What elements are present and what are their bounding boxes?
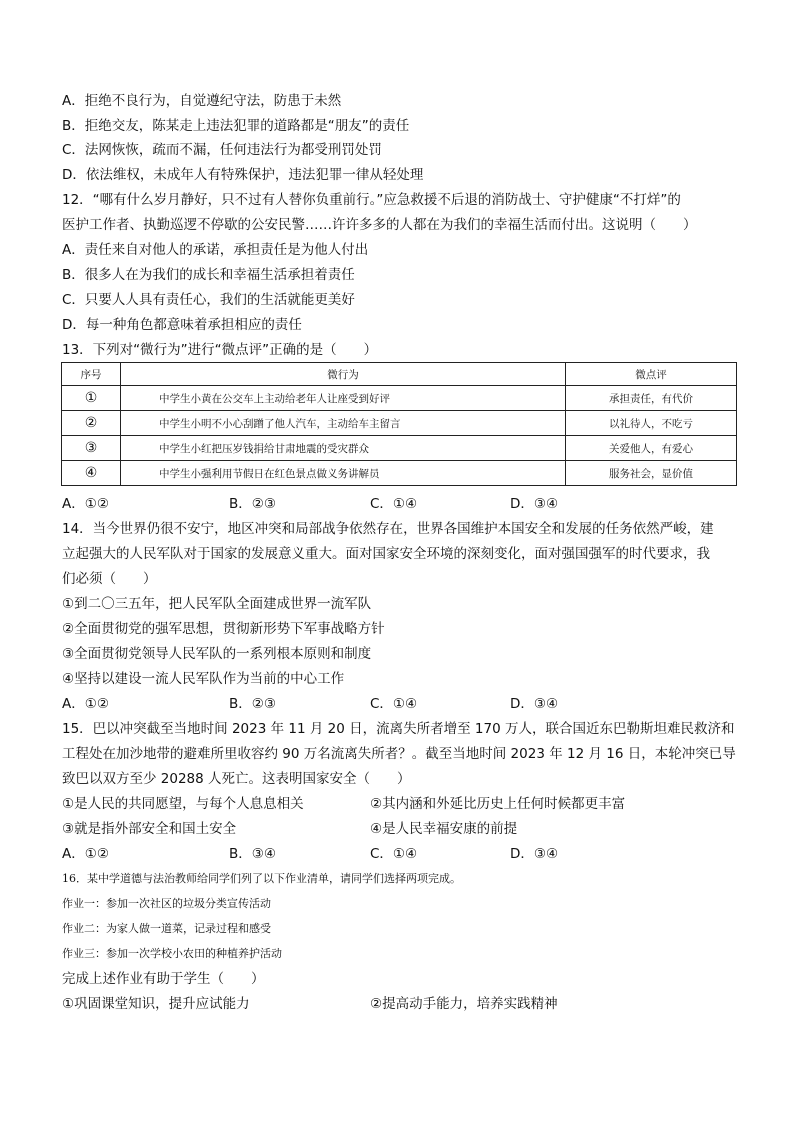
q11-option-a: A．拒绝不良行为，自觉遵纪守法，防患于未然 bbox=[62, 93, 342, 109]
q14-option-c: C．①④ bbox=[370, 696, 418, 712]
q11-option-c: C．法网恢恢，疏而不漏，任何违法行为都受刑罚处罚 bbox=[62, 142, 382, 158]
table-row bbox=[62, 461, 737, 486]
q16-task-1: 作业一：参加一次社区的垃圾分类宣传活动 bbox=[62, 897, 271, 910]
q15-option-b: B．③④ bbox=[229, 846, 276, 862]
q15-option-c: C．①④ bbox=[370, 846, 418, 862]
row-behavior: 中学生小红把压岁钱捐给甘肃地震的受灾群众 bbox=[121, 436, 566, 461]
q14-stem-line3: 们必须（ ） bbox=[62, 571, 157, 587]
q15-item-2: ②其内涵和外延比历史上任何时候都更丰富 bbox=[370, 796, 626, 812]
q13-option-b: B．②③ bbox=[229, 496, 276, 512]
row-comment: 以礼待人，不吃亏 bbox=[566, 411, 737, 436]
q15-stem-line2: 工程处在加沙地带的避难所里收容约 90 万名流离失所者？。截至当地时间 2023 年 12 月 16 日，本轮冲突已导 bbox=[62, 746, 736, 762]
table-header-index: 序号 bbox=[62, 363, 121, 386]
table-row bbox=[62, 411, 737, 436]
q13-stem: 13．下列对“微行为”进行“微点评”正确的是（ ） bbox=[62, 342, 378, 358]
q16-item-1: ①巩固课堂知识，提升应试能力 bbox=[62, 996, 250, 1012]
row-index: ② bbox=[62, 411, 121, 436]
row-behavior: 中学生小明不小心刮蹭了他人汽车，主动给车主留言 bbox=[121, 411, 566, 436]
q12-option-a: A．责任来自对他人的承诺，承担责任是为他人付出 bbox=[62, 242, 369, 258]
row-behavior: 中学生小黄在公交车上主动给老年人让座受到好评 bbox=[121, 386, 566, 411]
row-index: ③ bbox=[62, 436, 121, 461]
q12-option-b: B．很多人在为我们的成长和幸福生活承担着责任 bbox=[62, 267, 355, 283]
q15-stem-line3: 致巴以双方至少 20288 人死亡。这表明国家安全（ ） bbox=[62, 771, 411, 787]
table-header-comment: 微点评 bbox=[566, 363, 737, 386]
q16-task-2: 作业二：为家人做一道菜，记录过程和感受 bbox=[62, 922, 271, 935]
q14-item-2: ②全面贯彻党的强军思想，贯彻新形势下军事战略方针 bbox=[62, 621, 385, 637]
q14-option-b: B．②③ bbox=[229, 696, 276, 712]
q15-item-3: ③就是指外部安全和国土安全 bbox=[62, 821, 237, 837]
row-comment: 服务社会，显价值 bbox=[566, 461, 737, 486]
q14-option-d: D．③④ bbox=[510, 696, 559, 712]
q12-stem-line2: 医护工作者、执勤巡逻不停歇的公安民警……许许多多的人都在为我们的幸福生活而付出。这说明（ ） bbox=[62, 217, 697, 233]
row-index: ④ bbox=[62, 461, 121, 486]
q13-option-a: A．①② bbox=[62, 496, 109, 512]
q13-option-c: C．①④ bbox=[370, 496, 418, 512]
q16-ask: 完成上述作业有助于学生（ ） bbox=[62, 971, 265, 987]
q13-table bbox=[61, 362, 737, 486]
q12-option-c: C．只要人人具有责任心，我们的生活就能更美好 bbox=[62, 292, 355, 308]
q15-item-1: ①是人民的共同愿望，与每个人息息相关 bbox=[62, 796, 304, 812]
q16-stem: 16．某中学道德与法治教师给同学们列了以下作业清单，请同学们选择两项完成。 bbox=[62, 872, 461, 885]
q15-item-4: ④是人民幸福安康的前提 bbox=[370, 821, 518, 837]
q14-option-a: A．①② bbox=[62, 696, 109, 712]
q15-option-a: A．①② bbox=[62, 846, 109, 862]
q15-option-d: D．③④ bbox=[510, 846, 559, 862]
table-header-row bbox=[62, 363, 737, 386]
q13-option-d: D．③④ bbox=[510, 496, 559, 512]
q14-stem-line1: 14．当今世界仍很不安宁，地区冲突和局部战争依然存在，世界各国维护本国安全和发展的任务依然严峻，建 bbox=[62, 521, 714, 537]
q14-item-1: ①到二〇三五年，把人民军队全面建成世界一流军队 bbox=[62, 596, 372, 612]
q16-task-3: 作业三：参加一次学校小农田的种植养护活动 bbox=[62, 947, 282, 960]
q16-item-2: ②提高动手能力，培养实践精神 bbox=[370, 996, 558, 1012]
q11-option-b: B．拒绝交友，陈某走上违法犯罪的道路都是“朋友”的责任 bbox=[62, 118, 410, 134]
q14-item-3: ③全面贯彻党领导人民军队的一系列根本原则和制度 bbox=[62, 646, 372, 662]
row-comment: 承担责任，有代价 bbox=[566, 386, 737, 411]
table-row bbox=[62, 436, 737, 461]
row-comment: 关爱他人，有爱心 bbox=[566, 436, 737, 461]
q12-stem-line1: 12．“哪有什么岁月静好，只不过有人替你负重前行。”应急救援不后退的消防战士、守护健康“不打烊”的 bbox=[62, 192, 681, 208]
q14-stem-line2: 立起强大的人民军队对于国家的发展意义重大。面对国家安全环境的深刻变化，面对强国强军的时代要求，我 bbox=[62, 546, 710, 562]
table-header-behavior: 微行为 bbox=[121, 363, 566, 386]
q15-stem-line1: 15．巴以冲突截至当地时间 2023 年 11 月 20 日，流离失所者增至 170 万人，联合国近东巴勒斯坦难民救济和 bbox=[62, 721, 735, 737]
q14-item-4: ④坚持以建设一流人民军队作为当前的中心工作 bbox=[62, 671, 345, 687]
table-row bbox=[62, 386, 737, 411]
q11-option-d: D．依法维权，未成年人有特殊保护，违法犯罪一律从轻处理 bbox=[62, 167, 424, 183]
row-behavior: 中学生小强利用节假日在红色景点做义务讲解员 bbox=[121, 461, 566, 486]
row-index: ① bbox=[62, 386, 121, 411]
q12-option-d: D．每一种角色都意味着承担相应的责任 bbox=[62, 317, 302, 333]
